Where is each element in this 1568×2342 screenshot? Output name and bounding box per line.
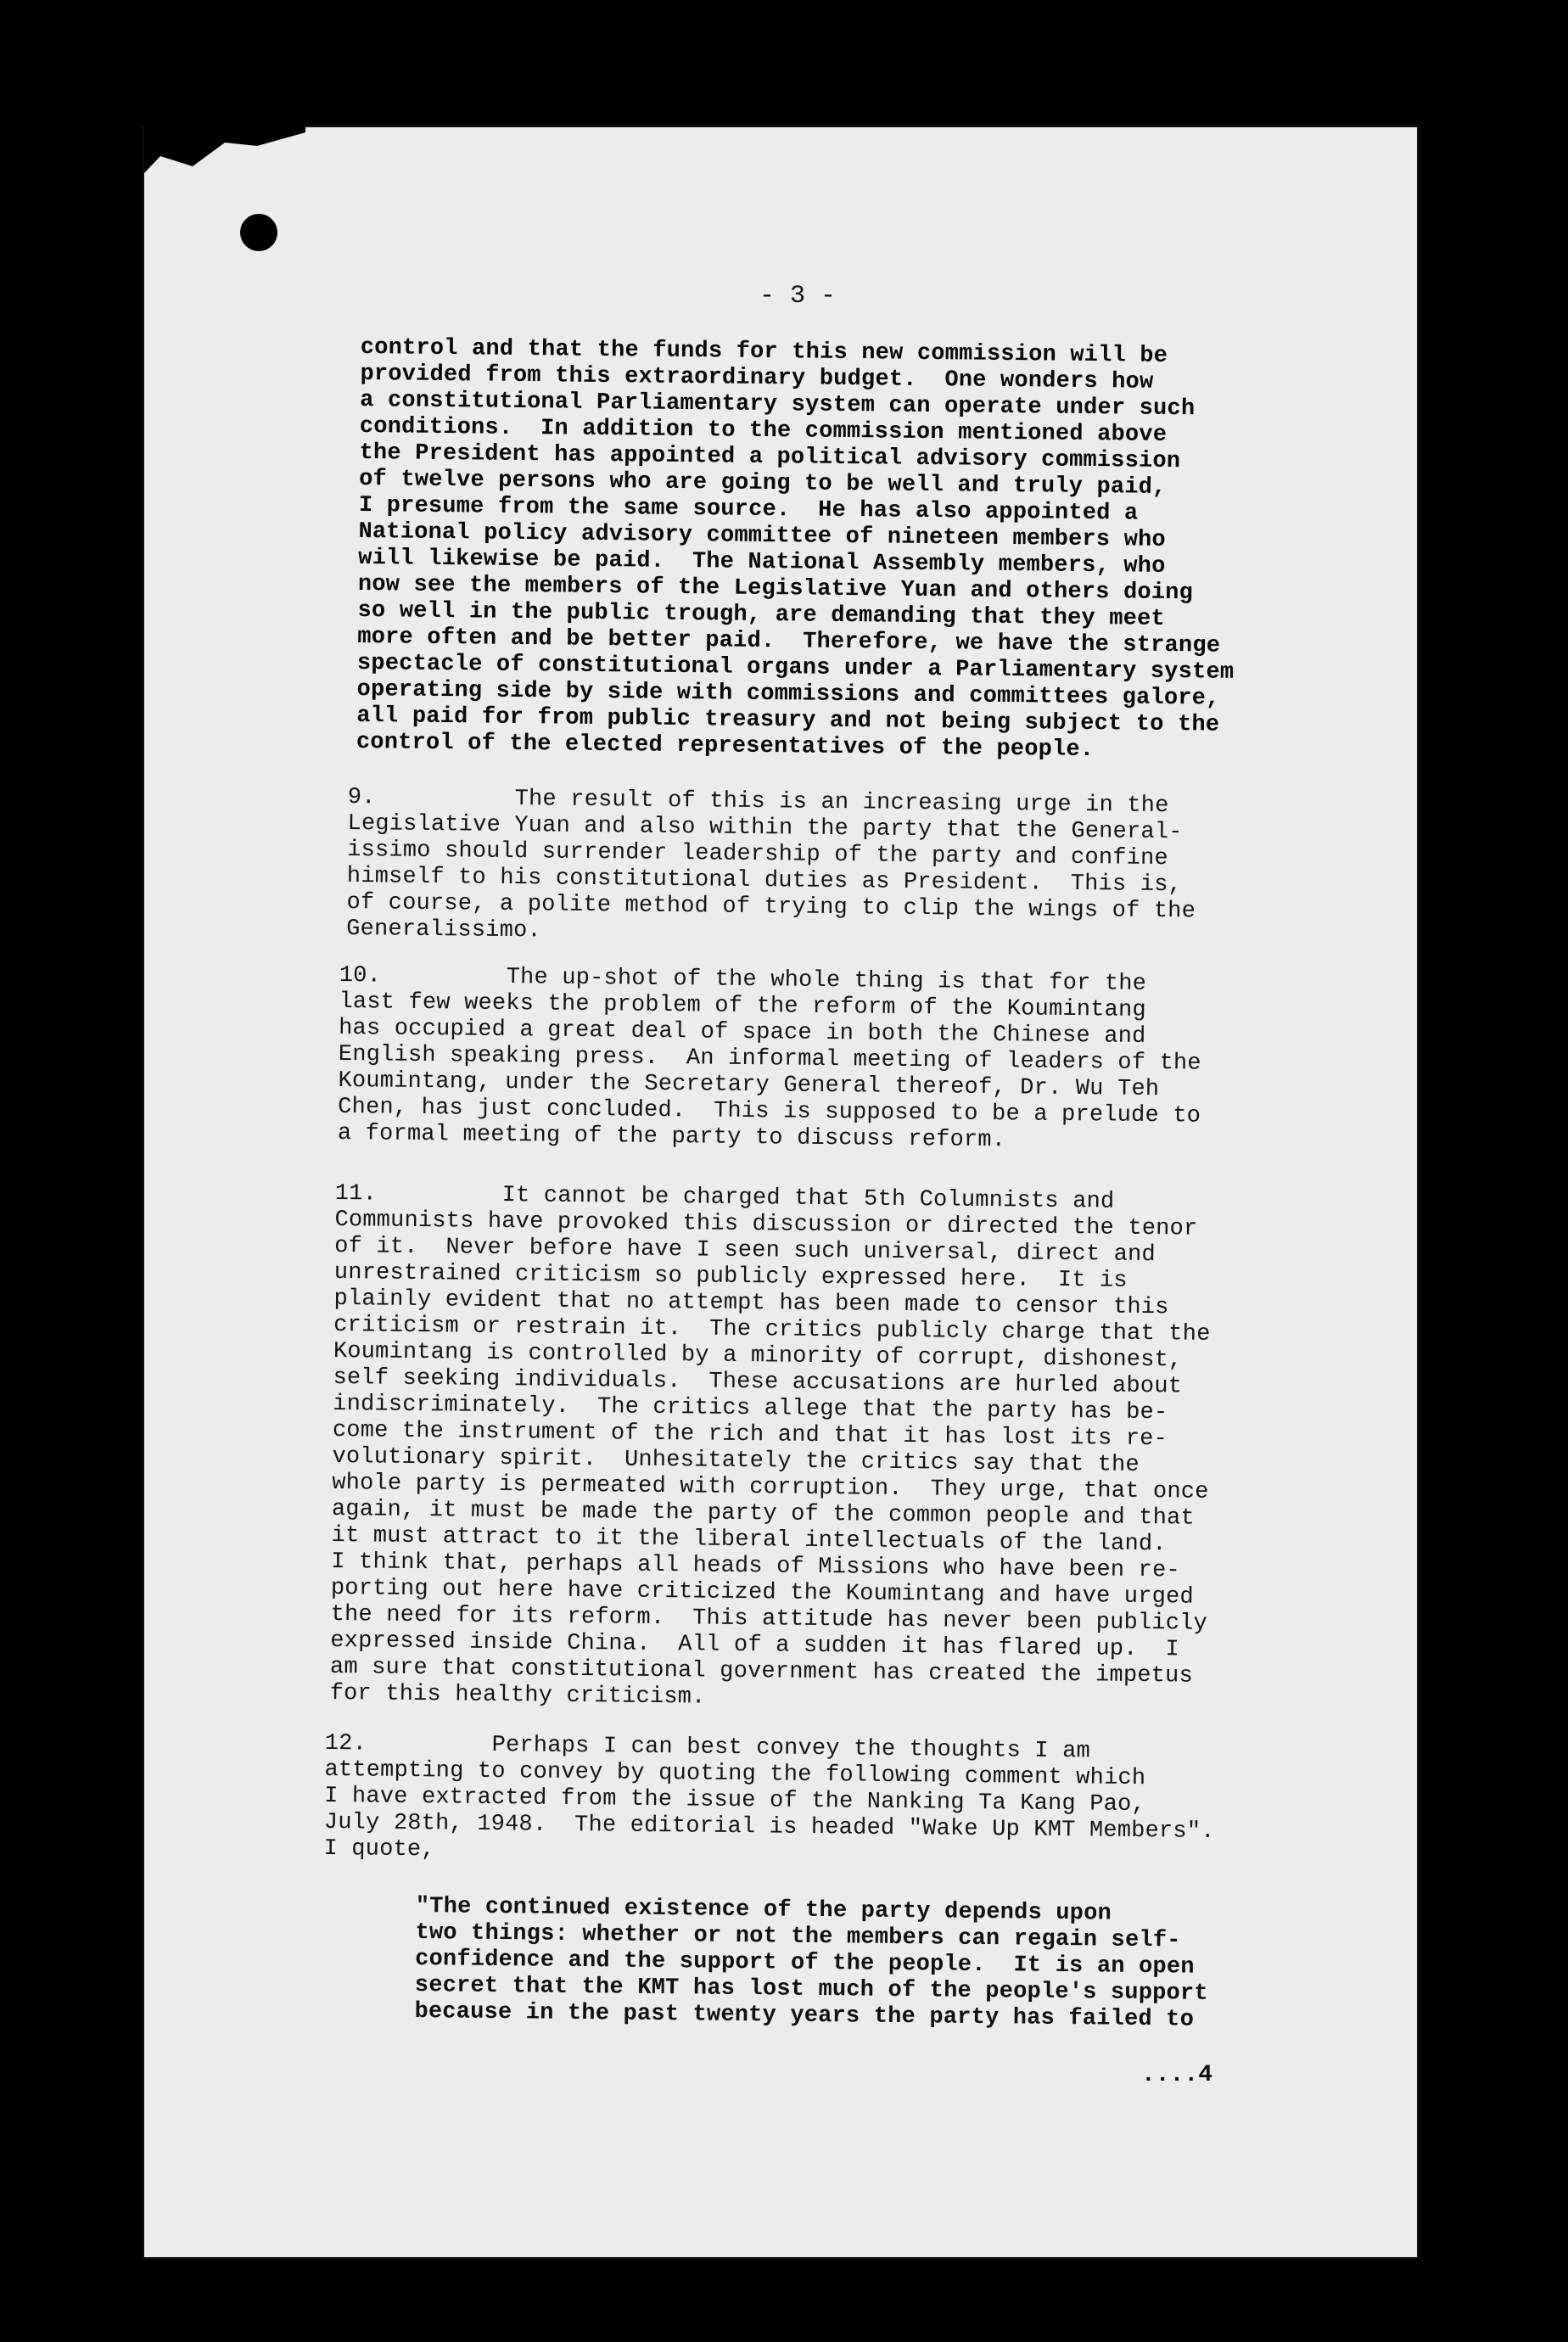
punch-hole bbox=[240, 214, 277, 251]
paragraph-10: 10. The up-shot of the whole thing is that for the last few weeks the problem of the reform of the Koumintang has occupied a great deal of space in both the Chinese and English speaking press. An informal meeting of leaders of the Koumintang, under the Secretary General thereof, Dr. Wu Teh Chen, has just concluded. This is supposed to be a prelude to a formal meeting of the party to discuss reform. bbox=[337, 963, 1201, 1154]
page-number: - 3 - bbox=[759, 282, 836, 311]
paragraph-9: 9. The result of this is an increasing urge in the Legislative Yuan and also within the party that the General- issimo should surrender leadership of the party and confine himself to his constitutional duties as President. This is, of course, a polite method of trying to clip the wings of the Generalissimo. bbox=[346, 785, 1196, 944]
intro-paragraph: control and that the funds for this new commission will be provided from this extraordinary budget. One wonders how a constitutional Parliamentary system can operate under such conditions. In addition to the commission mentioned above the President has appointed a political advisory commission of twelve persons who are going to be well and truly paid, I presume from the same source. He has also appointed a National policy advisory committee of nineteen members who will likewise be paid. The National Assembly members, who now see the members of the Legislative Yuan and others doing so well in the public trough, are demanding that they meet more often and be better paid. Therefore, we have the strange spectacle of constitutional organs under a Parliamentary system operating side by side with commissions and committees galore, all paid for from public treasury and not being subject to the control of the elected representatives of the people. bbox=[356, 335, 1235, 764]
continued-marker: ....4 bbox=[1141, 2062, 1213, 2088]
paragraph-11: 11. It cannot be charged that 5th Columnists and Communists have provoked this discussion or directed the tenor of it. Never before have I seen such universal, direct and unrestrained criticism so publicly expressed here. It is plainly evident that no attempt has been made to censor this criticism or restrain it. The critics publicly charge that the Koumintang is controlled by a minority of corrupt, dishonest, self seeking individuals. These accusations are hurled about indiscriminately. The critics allege that the party has be- come the instrument of the rich and that it has lost its re- volutionary spirit. Unhesitately the critics say that the whole party is permeated with corruption. They urge, that once again, it must be made the party of the common people and that it must attract to it the liberal intellectuals of the land. I think that, perhaps all heads of Missions who have been re- porting out here have criticized the Koumintang and have urged the need for its reform. This attitude has never been publicly expressed inside China. All of a sudden it has flared up. I am sure that constitutional government has created the impetus for this healthy criticism. bbox=[329, 1181, 1211, 1711]
quotation: "The continued existence of the party depends upon two things: whether or not the members can regain self- confidence and the support of the people. It is an open secret that the KMT has lost much of the people's support because in the past twenty years the party has failed to bbox=[414, 1894, 1208, 2033]
paragraph-12: 12. Perhaps I can best convey the thoughts I am attempting to convey by quoting the following comment which I have extracted from the issue of the Nanking Ta Kang Pao, July 28th, 1948. The editorial is headed "Wake Up KMT Members". I quote, bbox=[323, 1731, 1215, 1863]
